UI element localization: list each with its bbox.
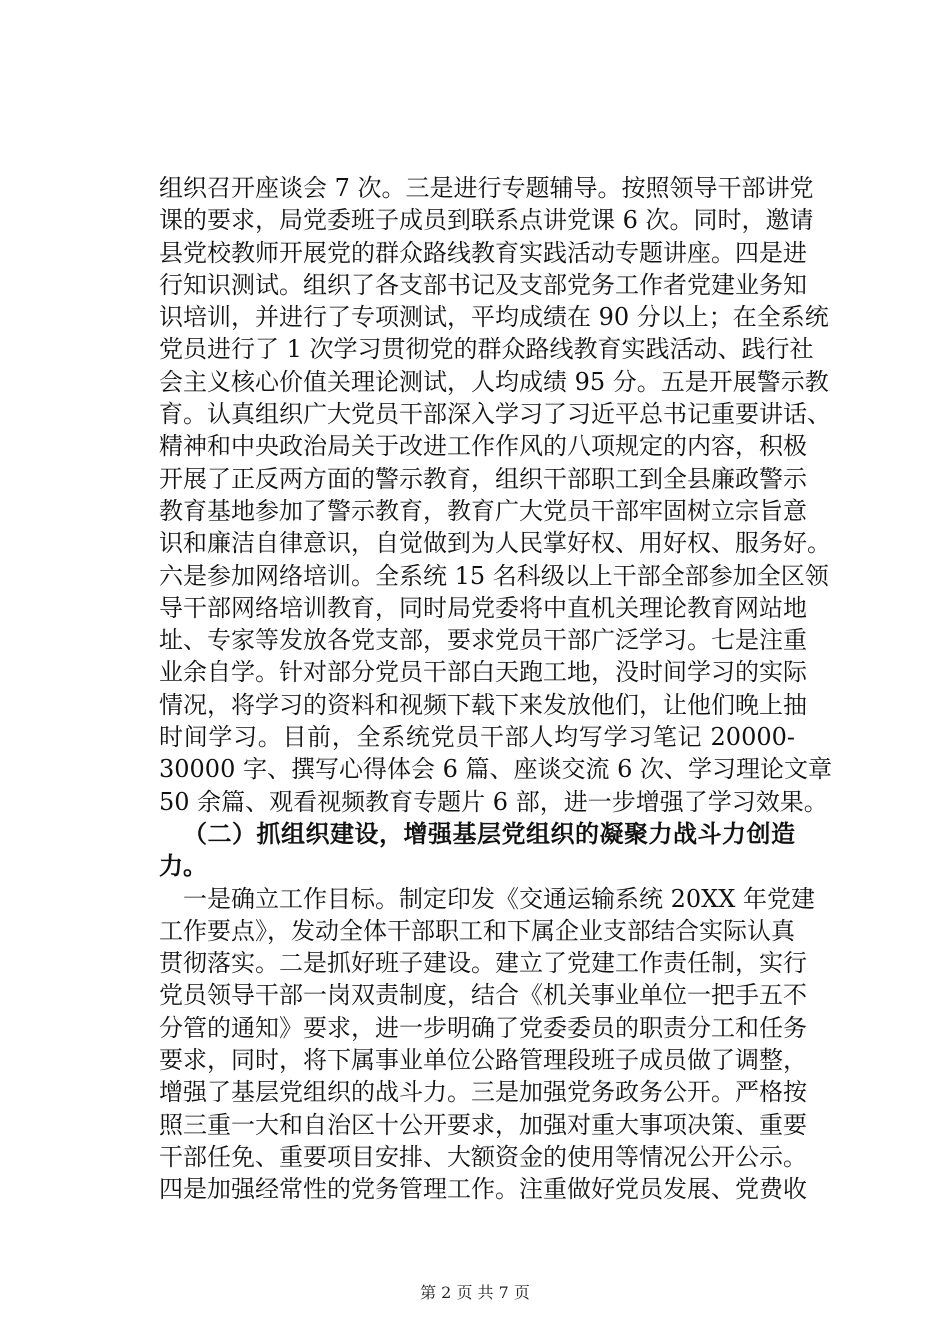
body-line: 30000 字、撰写心得体会 6 篇、座谈交流 6 次、学习理论文章 (159, 755, 833, 784)
body-line: 教育基地参加了警示教育，教育广大党员干部牢固树立宗旨意 (159, 496, 807, 525)
body-line: 党员进行了 1 次学习贯彻党的群众路线教育实践活动、践行社 (159, 335, 814, 364)
body-line: 育。认真组织广大党员干部深入学习了习近平总书记重要讲话、 (159, 400, 831, 429)
body-line: 址、专家等发放各党支部，要求党员干部广泛学习。七是注重 (159, 626, 807, 655)
body-line: 工作要点》，发动全体干部职工和下属企业支部结合实际认真 (159, 916, 795, 945)
body-line: 党员领导干部一岗双责制度，结合《机关事业单位一把手五不 (159, 981, 807, 1010)
section-heading: 力。 (159, 852, 207, 881)
body-line: 贯彻落实。二是抓好班子建设。建立了党建工作责任制，实行 (159, 949, 807, 978)
body-line: 增强了基层党组织的战斗力。三是加强党务政务公开。严格按 (159, 1078, 807, 1107)
body-line: 照三重一大和自治区十公开要求，加强对重大事项决策、重要 (159, 1110, 807, 1139)
body-line: 导干部网络培训教育，同时局党委将中直机关理论教育网站地 (159, 593, 807, 622)
body-line: 识培训，并进行了专项测试，平均成绩在 90 分以上；在全系统 (159, 303, 829, 332)
body-line: 一是确立工作目标。制定印发《交通运输系统 20XX 年党建 (183, 884, 815, 913)
section-heading: （二）抓组织建设，增强基层党组织的凝聚力战斗力创造 (183, 819, 795, 848)
page-number: 第 2 页 共 7 页 (420, 1283, 530, 1302)
document-body (159, 172, 833, 1206)
body-line: 业余自学。针对部分党员干部白天跑工地，没时间学习的实际 (159, 658, 807, 687)
body-line: 六是参加网络培训。全系统 15 名科级以上干部全部参加全区领 (159, 561, 829, 590)
body-line: 开展了正反两方面的警示教育，组织干部职工到全县廉政警示 (159, 464, 807, 493)
body-line: 县党校教师开展党的群众路线教育实践活动专题讲座。四是进 (159, 238, 807, 267)
body-line: 50 余篇、观看视频教育专题片 6 部，进一步增强了学习效果。 (159, 787, 828, 816)
body-line: 课的要求，局党委班子成员到联系点讲党课 6 次。同时，邀请 (159, 206, 814, 235)
body-line: 识和廉洁自律意识，自觉做到为人民掌好权、用好权、服务好。 (159, 529, 831, 558)
body-line: 精神和中央政治局关于改进工作作风的八项规定的内容，积极 (159, 432, 807, 461)
body-line: 组织召开座谈会 7 次。三是进行专题辅导。按照领导干部讲党 (159, 174, 814, 202)
body-line: 分管的通知》要求，进一步明确了党委委员的职责分工和任务 (159, 1013, 807, 1042)
body-line: 情况，将学习的资料和视频下载下来发放他们，让他们晚上抽 (159, 690, 807, 719)
body-line: 会主义核心价值关理论测试，人均成绩 95 分。五是开展警示教 (159, 367, 829, 396)
body-line: 要求，同时，将下属事业单位公路管理段班子成员做了调整， (159, 1046, 807, 1075)
body-line: 时间学习。目前，全系统党员干部人均写学习笔记 20000- (159, 723, 795, 752)
body-line: 四是加强经常性的党务管理工作。注重做好党员发展、党费收 (159, 1175, 807, 1204)
body-line: 行知识测试。组织了各支部书记及支部党务工作者党建业务知 (159, 270, 807, 299)
body-line: 干部任免、重要项目安排、大额资金的使用等情况公开公示。 (159, 1142, 807, 1171)
